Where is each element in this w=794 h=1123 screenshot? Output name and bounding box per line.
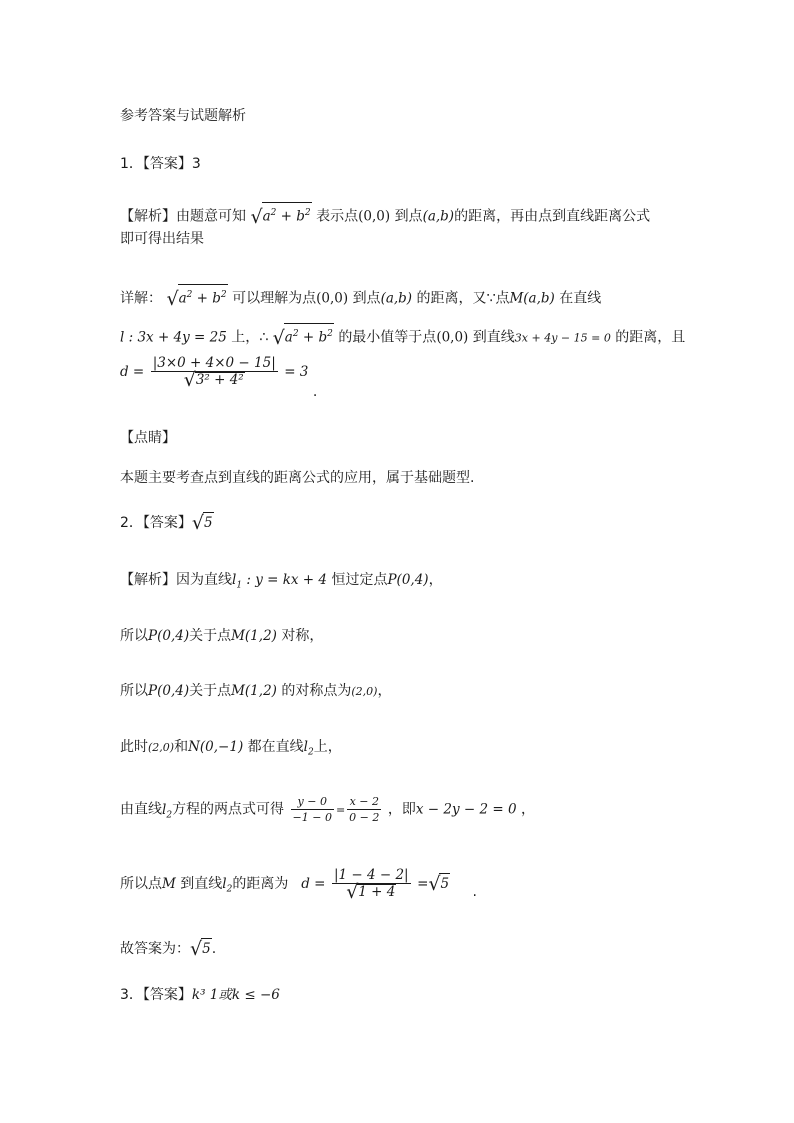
- sqrt-a2-b2: $√a^2 + b^2$: [250, 209, 311, 225]
- q1-analysis-label: 【解析】: [120, 208, 176, 225]
- q2-line6: 所以点M 到直线$l_2$的距离为 d = $\frac{|1 - 4 - 2|}{√1 + 4}$ =√5 .: [120, 867, 477, 903]
- q2-line2: 所以P(0,4)关于点M(1,2) 对称，: [120, 628, 324, 644]
- q2-line1: 【解析】因为直线$l_1$ : y = kx + 4 恒过定点P(0,4)，: [120, 572, 443, 591]
- q3-answer: 3．【答案】k³ 1或k ≤ −6: [120, 987, 280, 1003]
- distance-fraction: $\frac{|3\times 0 + 4\times 0 - 15|}{\text{√3² + 4²}}$: [152, 355, 276, 391]
- q1-detail-line1: 详解： $√a^2 + b^2$ 可以理解为点(0,0) 到点(a,b) 的距离，又∵点M(a,b) 在直线: [120, 284, 601, 309]
- q1-answer: [120, 154, 201, 174]
- two-point-fraction-2: $\frac{x - 2}{0 - 2}$: [349, 795, 380, 824]
- q1-point-text: 本题主要考查点到直线的距离公式的应用，属于基础题型.: [120, 470, 475, 486]
- q2-answer: 2．【答案】√5: [120, 512, 213, 534]
- q2-conclusion: 故答案为：√5.: [120, 938, 217, 960]
- q2-line5: 由直线$l_2$方程的两点式可得 $\frac{y - 0}{-1 - 0}$ = $\frac{x - 2}{0 - 2}$ ，即x − 2y − 2 = 0 ，: [120, 795, 535, 824]
- distance-fraction-2: $\frac{|1 - 4 - 2|}{√1 + 4}$: [333, 867, 409, 903]
- q1-point-label: 【点睛】: [120, 430, 176, 446]
- q1-analysis-text: 由题意可知: [176, 208, 246, 225]
- q1-answer-value: 3: [191, 156, 201, 172]
- two-point-fraction-1: $\frac{y - 0}{-1 - 0}$: [292, 795, 332, 824]
- page-title: 参考答案与试题解析: [120, 108, 246, 124]
- q1-detail-line2: l : 3x + 4y = 25 上，∴ $√a^2 + b^2$ 的最小值等于点(0,0) 到直线3x + 4y − 15 = 0 的距离，且: [120, 323, 685, 349]
- sqrt5-answer: √5: [191, 512, 213, 534]
- q1-answer-label: 1．【答案】: [120, 156, 192, 172]
- q1-analysis-line1: 【解析】由题意可知 $√a^2 + b^2$ 表示点(0,0) 到点(a,b)的距离，再由点到直线距离公式: [120, 202, 650, 227]
- q2-line4: 此时(2,0)和N(0,−1) 都在直线$l_2$上，: [120, 739, 342, 758]
- q2-line3: 所以P(0,4)关于点M(1,2) 的对称点为(2,0)，: [120, 683, 392, 699]
- q1-detail-label: 详解：: [120, 290, 162, 307]
- q1-analysis-line2: 即可得出结果: [120, 231, 204, 247]
- q1-distance-formula: d = $\frac{|3\times 0 + 4\times 0 - 15|}{\text{√3² + 4²}}$ = 3 .: [120, 355, 318, 400]
